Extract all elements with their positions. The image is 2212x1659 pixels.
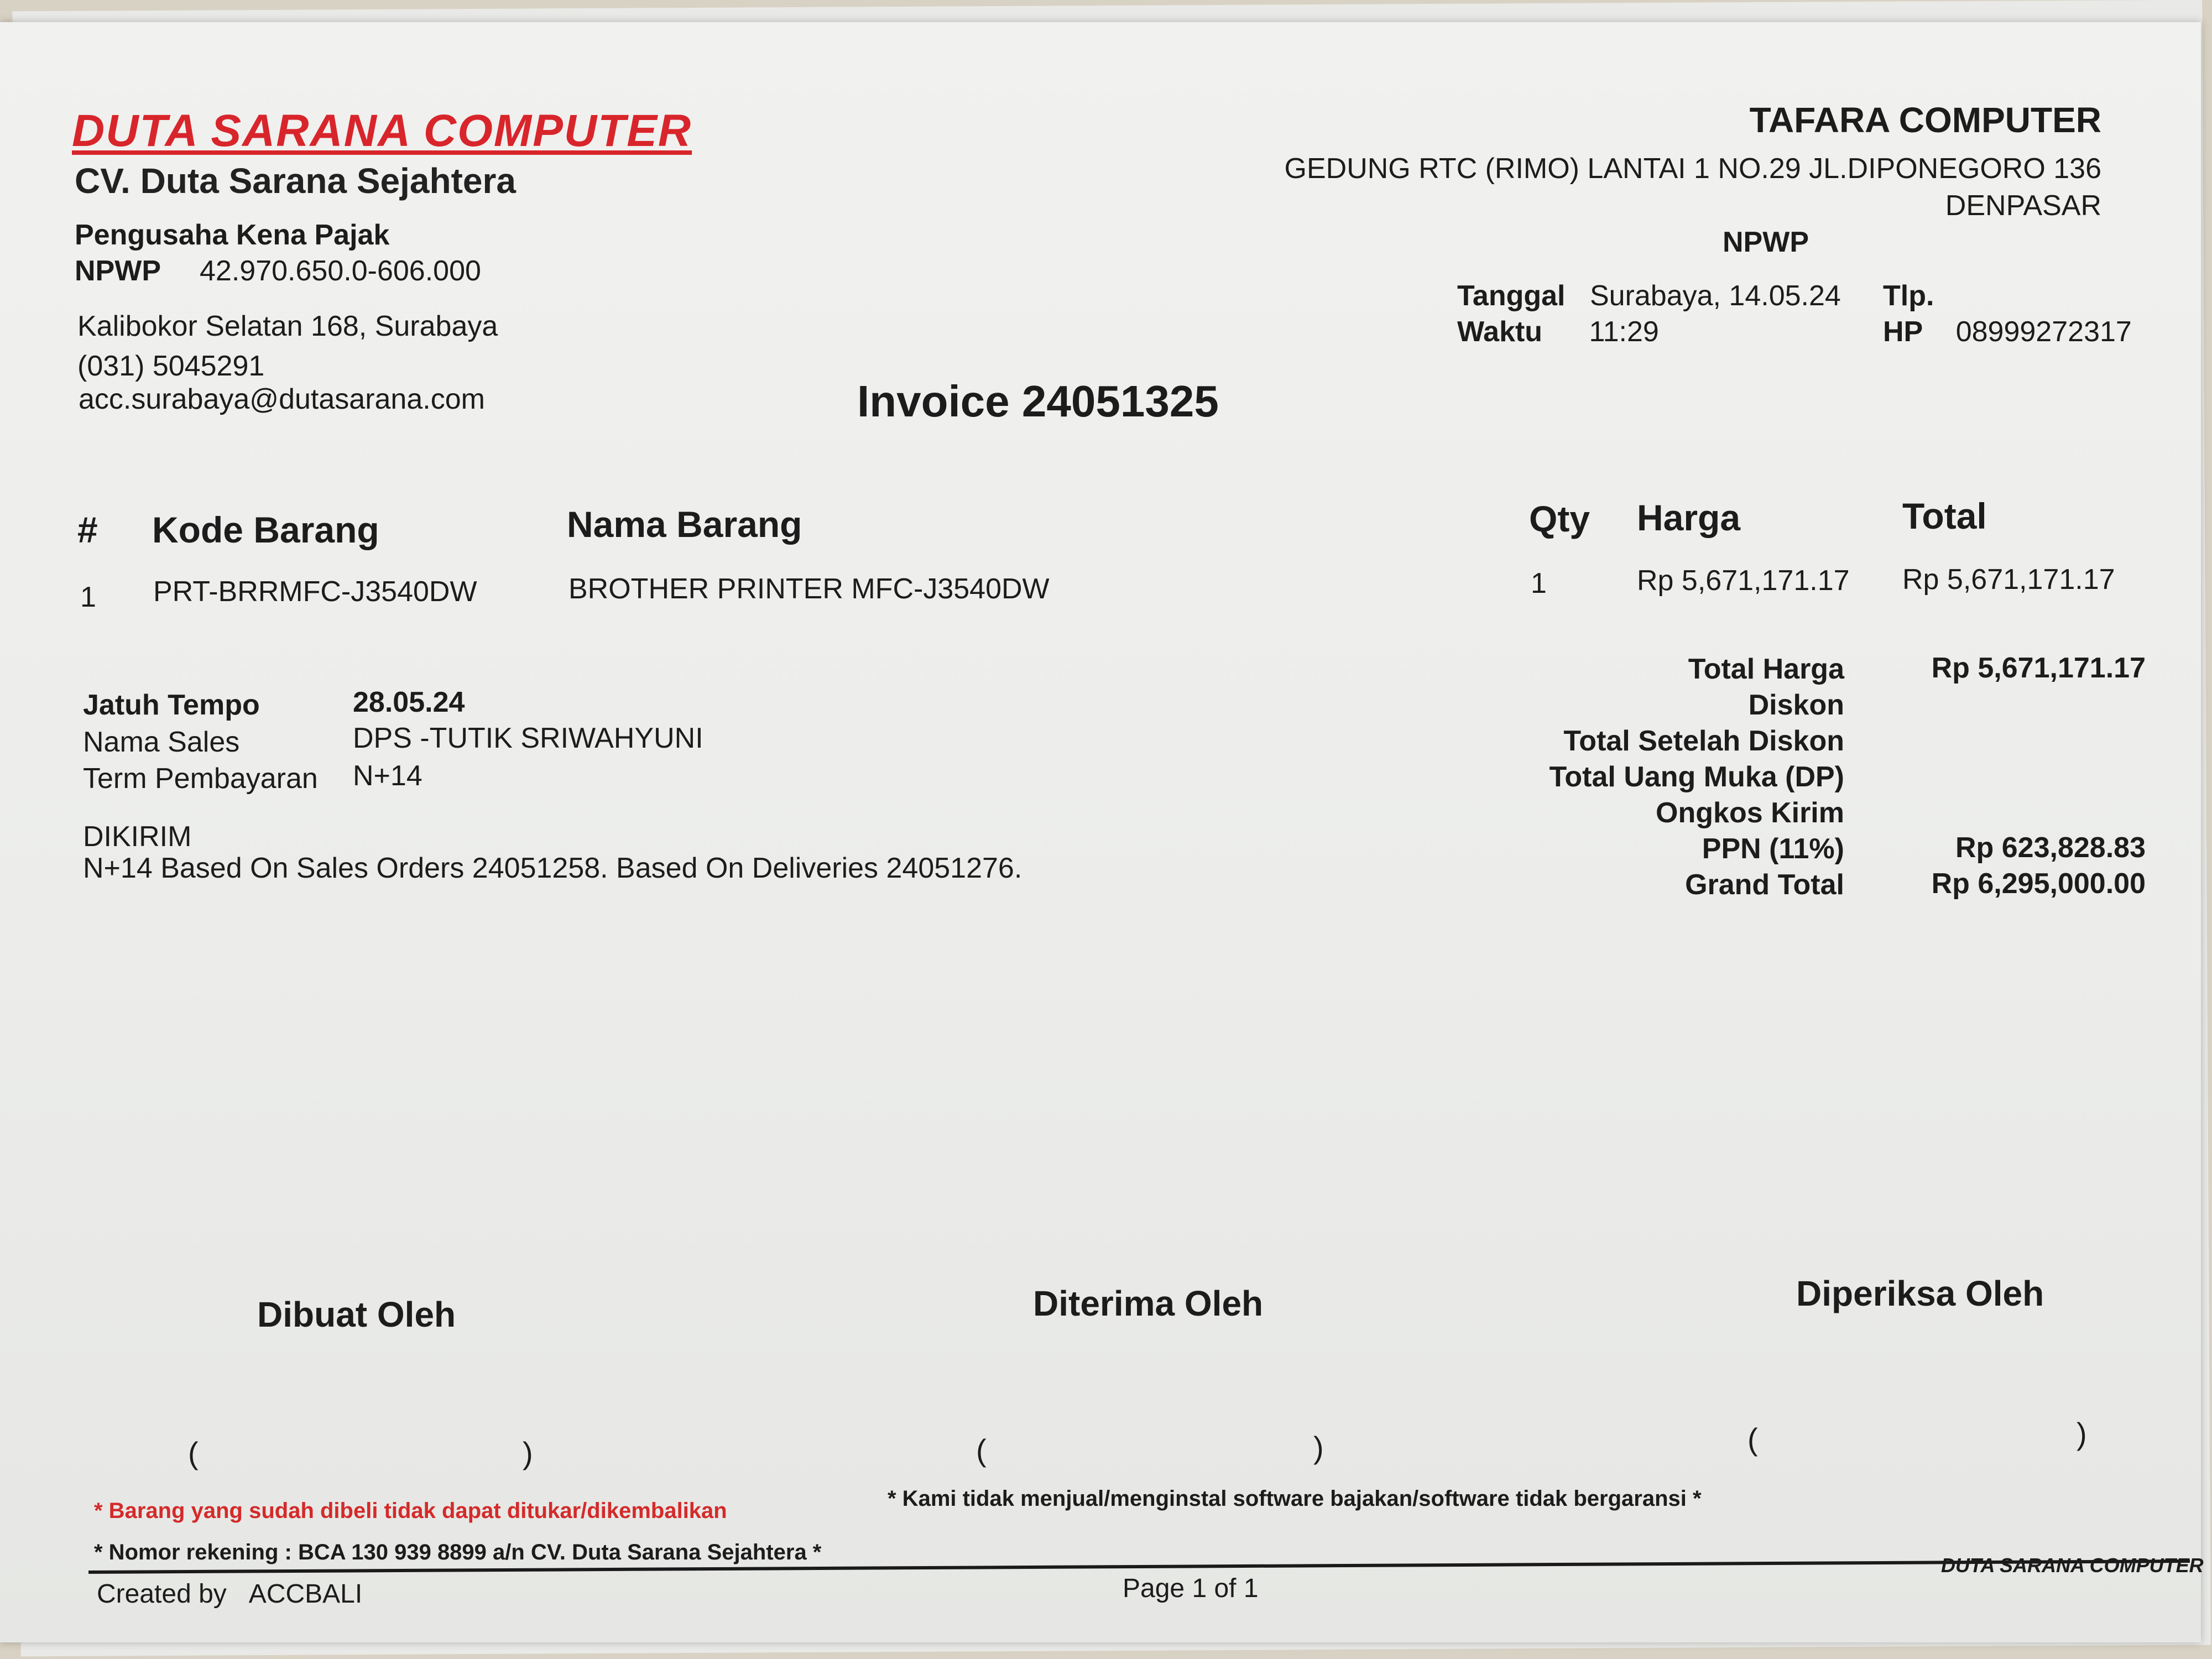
dikirim-label: DIKIRIM: [83, 821, 192, 853]
date-label: Tanggal: [1457, 280, 1566, 312]
col-header-no: #: [77, 509, 98, 550]
row-harga: Rp 5,671,171.17: [1637, 565, 1850, 597]
created-by: [97, 1579, 362, 1609]
tlp-label: Tlp.: [1883, 280, 1934, 312]
customer-phone: [1883, 279, 1934, 312]
seller-email: acc.surabaya@dutasarana.com: [79, 383, 485, 415]
customer-npwp-label: NPWP: [1723, 226, 1809, 258]
jatuh-tempo-label: Jatuh Tempo: [83, 689, 260, 721]
ppn-value: Rp 623,828.83: [1955, 832, 2146, 864]
signature-dibuat-open: (: [188, 1436, 199, 1470]
seller-logo: DUTA SARANA COMPUTER: [72, 106, 692, 156]
created-by-label: Created by: [97, 1579, 227, 1609]
bank-account-note: * Nomor rekening : BCA 130 939 8899 a/n CV. Duta Sarana Sejahtera *: [94, 1540, 822, 1564]
row-no: 1: [80, 581, 96, 613]
ongkos-label: Ongkos Kirim: [1656, 797, 1844, 829]
seller-company: CV. Duta Sarana Sejahtera: [75, 161, 516, 201]
created-by-value: ACCBALI: [248, 1579, 363, 1609]
col-header-kode: Kode Barang: [152, 509, 379, 550]
term-value: N+14: [353, 760, 422, 792]
invoice-document: [0, 22, 2204, 1642]
jatuh-tempo-value: 28.05.24: [353, 686, 465, 718]
row-qty: 1: [1531, 567, 1547, 599]
invoice-time: [1457, 315, 1659, 348]
signature-dibuat: Dibuat Oleh: [257, 1295, 456, 1334]
seller-phone: (031) 5045291: [77, 350, 265, 382]
signature-diterima-open: (: [976, 1433, 987, 1468]
nama-sales-value: DPS -TUTIK SRIWAHYUNI: [353, 722, 703, 754]
time-label: Waktu: [1457, 316, 1543, 348]
seller-pkp: Pengusaha Kena Pajak: [75, 219, 390, 251]
signature-dibuat-close: ): [523, 1436, 533, 1470]
delivery-note: N+14 Based On Sales Orders 24051258. Based On Deliveries 24051276.: [83, 852, 1022, 884]
signature-diperiksa-close: ): [2077, 1416, 2087, 1451]
row-nama: BROTHER PRINTER MFC-J3540DW: [568, 573, 1050, 605]
col-header-total: Total: [1902, 495, 1987, 536]
col-header-qty: Qty: [1529, 498, 1590, 539]
nama-sales-label: Nama Sales: [83, 726, 240, 758]
invoice-date: [1457, 279, 1841, 312]
col-header-harga: Harga: [1637, 497, 1741, 538]
row-total: Rp 5,671,171.17: [1902, 564, 2115, 596]
total-harga-value: Rp 5,671,171.17: [1931, 652, 2146, 684]
uang-muka-label: Total Uang Muka (DP): [1549, 761, 1844, 793]
invoice-title: Invoice 24051325: [857, 377, 1219, 426]
hp-label: HP: [1883, 316, 1923, 348]
footer-brand: DUTA SARANA COMPUTER: [1941, 1554, 2204, 1577]
term-label: Term Pembayaran: [83, 763, 318, 795]
return-policy-note: * Barang yang sudah dibeli tidak dapat ditukar/dikembalikan: [94, 1499, 727, 1523]
seller-npwp-value: 42.970.650.0-606.000: [200, 255, 481, 287]
setelah-diskon-label: Total Setelah Diskon: [1563, 725, 1844, 757]
ppn-label: PPN (11%): [1702, 833, 1844, 865]
seller-npwp: [75, 254, 481, 288]
software-note: * Kami tidak menjual/menginstal software bajakan/software tidak bergaransi *: [888, 1486, 1702, 1511]
time-value: 11:29: [1589, 316, 1659, 348]
grand-total-label: Grand Total: [1685, 869, 1844, 901]
diskon-label: Diskon: [1748, 689, 1844, 721]
row-kode: PRT-BRRMFC-J3540DW: [153, 576, 477, 608]
total-harga-label: Total Harga: [1688, 653, 1844, 685]
customer-name: TAFARA COMPUTER: [1749, 100, 2101, 140]
customer-address-line2: DENPASAR: [1945, 190, 2101, 222]
signature-diterima: Diterima Oleh: [1033, 1284, 1264, 1323]
customer-address-line1: GEDUNG RTC (RIMO) LANTAI 1 NO.29 JL.DIPONEGORO 136: [1284, 153, 2101, 185]
signature-diperiksa-open: (: [1747, 1422, 1758, 1457]
page-number: Page 1 of 1: [1123, 1574, 1259, 1603]
date-value: Surabaya, 14.05.24: [1589, 280, 1841, 312]
grand-total-value: Rp 6,295,000.00: [1931, 868, 2146, 900]
col-header-nama: Nama Barang: [567, 504, 802, 545]
hp-value: 08999272317: [1955, 316, 2132, 348]
signature-diperiksa: Diperiksa Oleh: [1796, 1274, 2044, 1313]
customer-mobile: [1883, 315, 2132, 348]
seller-address: Kalibokor Selatan 168, Surabaya: [77, 310, 498, 342]
signature-diterima-close: ): [1313, 1430, 1324, 1465]
seller-npwp-label: NPWP: [75, 255, 161, 287]
